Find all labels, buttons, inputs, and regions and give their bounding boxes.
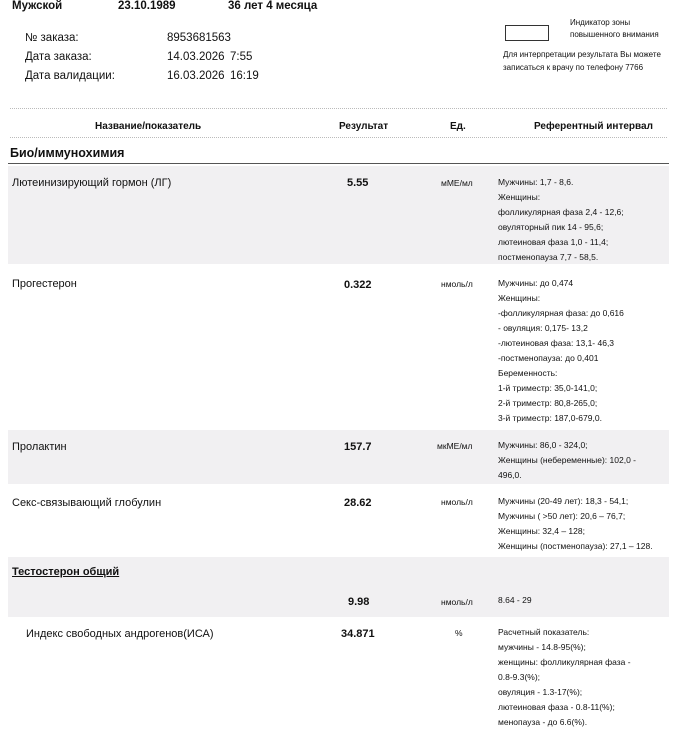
reference-line: -фолликулярная фаза: до 0,616 [498, 308, 624, 318]
doctor-note-line2: записаться к врачу по телефону 7766 [503, 63, 644, 72]
patient-birth-date: 23.10.1989 [118, 0, 176, 12]
reference-line: постменопауза 7,7 - 58,5. [498, 252, 599, 262]
reference-line: овуляция - 1.3-17(%); [498, 687, 583, 697]
test-name-lh: Лютеинизирующий гормон (ЛГ) [12, 177, 172, 189]
reference-line: 496,0. [498, 470, 522, 480]
reference-line: Мужчины: до 0,474 [498, 278, 574, 288]
reference-line: фолликулярная фаза 2,4 - 12,6; [498, 207, 624, 217]
column-header-unit: Ед. [450, 121, 466, 132]
reference-line: мужчины - 14.8-95(%); [498, 642, 586, 652]
reference-line: -лютеиновая фаза: 13,1- 46,3 [498, 338, 615, 348]
reference-line: -постменопауза: до 0,401 [498, 353, 599, 363]
reference-line: Женщины (постменопауза): 27,1 – 128. [498, 541, 653, 551]
test-group-testosterone: Тестостерон общий [12, 566, 120, 578]
reference-line: Мужчины ( >50 лет): 20,6 – 76,7; [498, 511, 626, 521]
validation-date-label: Дата валидации: [25, 70, 115, 82]
indicator-label-line2: повышенного внимания [570, 30, 659, 39]
test-result-fai: 34.871 [341, 628, 375, 640]
test-result-lh: 5.55 [347, 177, 369, 189]
test-name-progesterone: Прогестерон [12, 278, 77, 290]
patient-age: 36 лет 4 месяца [228, 0, 318, 12]
order-number-label: № заказа: [25, 32, 79, 44]
reference-line: овуляторный пик 14 - 95,6; [498, 222, 604, 232]
reference-line: лютеиновая фаза - 0.8-11(%); [498, 702, 615, 712]
reference-line: 1-й триместр: 35,0-141,0; [498, 383, 598, 393]
test-reference-lh [498, 175, 624, 265]
reference-line: Женщины: 32,4 – 128; [498, 526, 585, 536]
test-unit-progesterone: нмоль/л [441, 279, 473, 289]
column-header-name: Название/показатель [95, 121, 202, 132]
order-time: 7:55 [230, 51, 253, 63]
reference-line: менопауза - до 6.6(%). [498, 717, 588, 727]
doctor-note-line1: Для интерпретации результата Вы можете [503, 50, 661, 59]
test-result-testosterone: 9.98 [348, 596, 370, 608]
test-unit-fai: % [455, 628, 463, 638]
test-name-fai: Индекс свободных андрогенов(ИСА) [26, 628, 214, 640]
reference-line: Мужчины (20-49 лет): 18,3 - 54,1; [498, 496, 629, 506]
section-title: Био/иммунохимия [10, 146, 125, 160]
reference-line: Женщины: [498, 293, 541, 303]
test-name-shbg: Секс-связывающий глобулин [12, 497, 162, 509]
reference-line: Расчетный показатель: [498, 627, 590, 637]
patient-sex: Мужской [12, 0, 63, 12]
reference-line: лютеиновая фаза 1,0 - 11,4; [498, 237, 609, 247]
reference-line: Мужчины: 1,7 - 8,6. [498, 177, 574, 187]
test-unit-prolactin: мкМЕ/мл [437, 441, 473, 451]
column-header-result: Результат [339, 121, 389, 132]
order-number: 8953681563 [167, 32, 231, 44]
test-result-shbg: 28.62 [344, 497, 372, 509]
section-underline [8, 163, 669, 164]
column-header-reference: Референтный интервал [534, 121, 653, 132]
test-result-progesterone: 0.322 [344, 279, 372, 291]
reference-line: 3-й триместр: 187,0-679,0. [498, 413, 602, 423]
order-date-label: Дата заказа: [25, 51, 92, 63]
reference-line: Беременность: [498, 368, 558, 378]
reference-line: Мужчины: 86,0 - 324,0; [498, 440, 588, 450]
test-reference-prolactin [498, 438, 636, 483]
indicator-label-line1: Индикатор зоны [570, 18, 631, 27]
test-unit-shbg: нмоль/л [441, 497, 473, 507]
order-date: 14.03.2026 [167, 51, 225, 63]
test-result-prolactin: 157.7 [344, 441, 372, 453]
header-divider [10, 108, 667, 109]
reference-line: 2-й триместр: 80,8-265,0; [498, 398, 598, 408]
table-header-divider [10, 137, 667, 138]
reference-line: Женщины: [498, 192, 541, 202]
test-unit-lh: мМЕ/мл [441, 178, 473, 188]
reference-line: Женщины (небеременные): 102,0 - [498, 455, 636, 465]
test-reference-testosterone: 8.64 - 29 [498, 595, 532, 605]
reference-line: - овуляция: 0,175- 13,2 [498, 323, 588, 333]
validation-date: 16.03.2026 [167, 70, 225, 82]
validation-time: 16:19 [230, 70, 259, 82]
test-unit-testosterone: нмоль/л [441, 597, 473, 607]
test-name-prolactin: Пролактин [12, 441, 67, 453]
test-reference-progesterone [498, 276, 624, 426]
test-reference-fai [498, 625, 631, 730]
reference-line: женщины: фолликулярная фаза - [498, 657, 631, 667]
attention-indicator-swatch [505, 25, 549, 41]
test-reference-shbg [498, 494, 653, 554]
reference-line: 0.8-9.3(%); [498, 672, 541, 682]
